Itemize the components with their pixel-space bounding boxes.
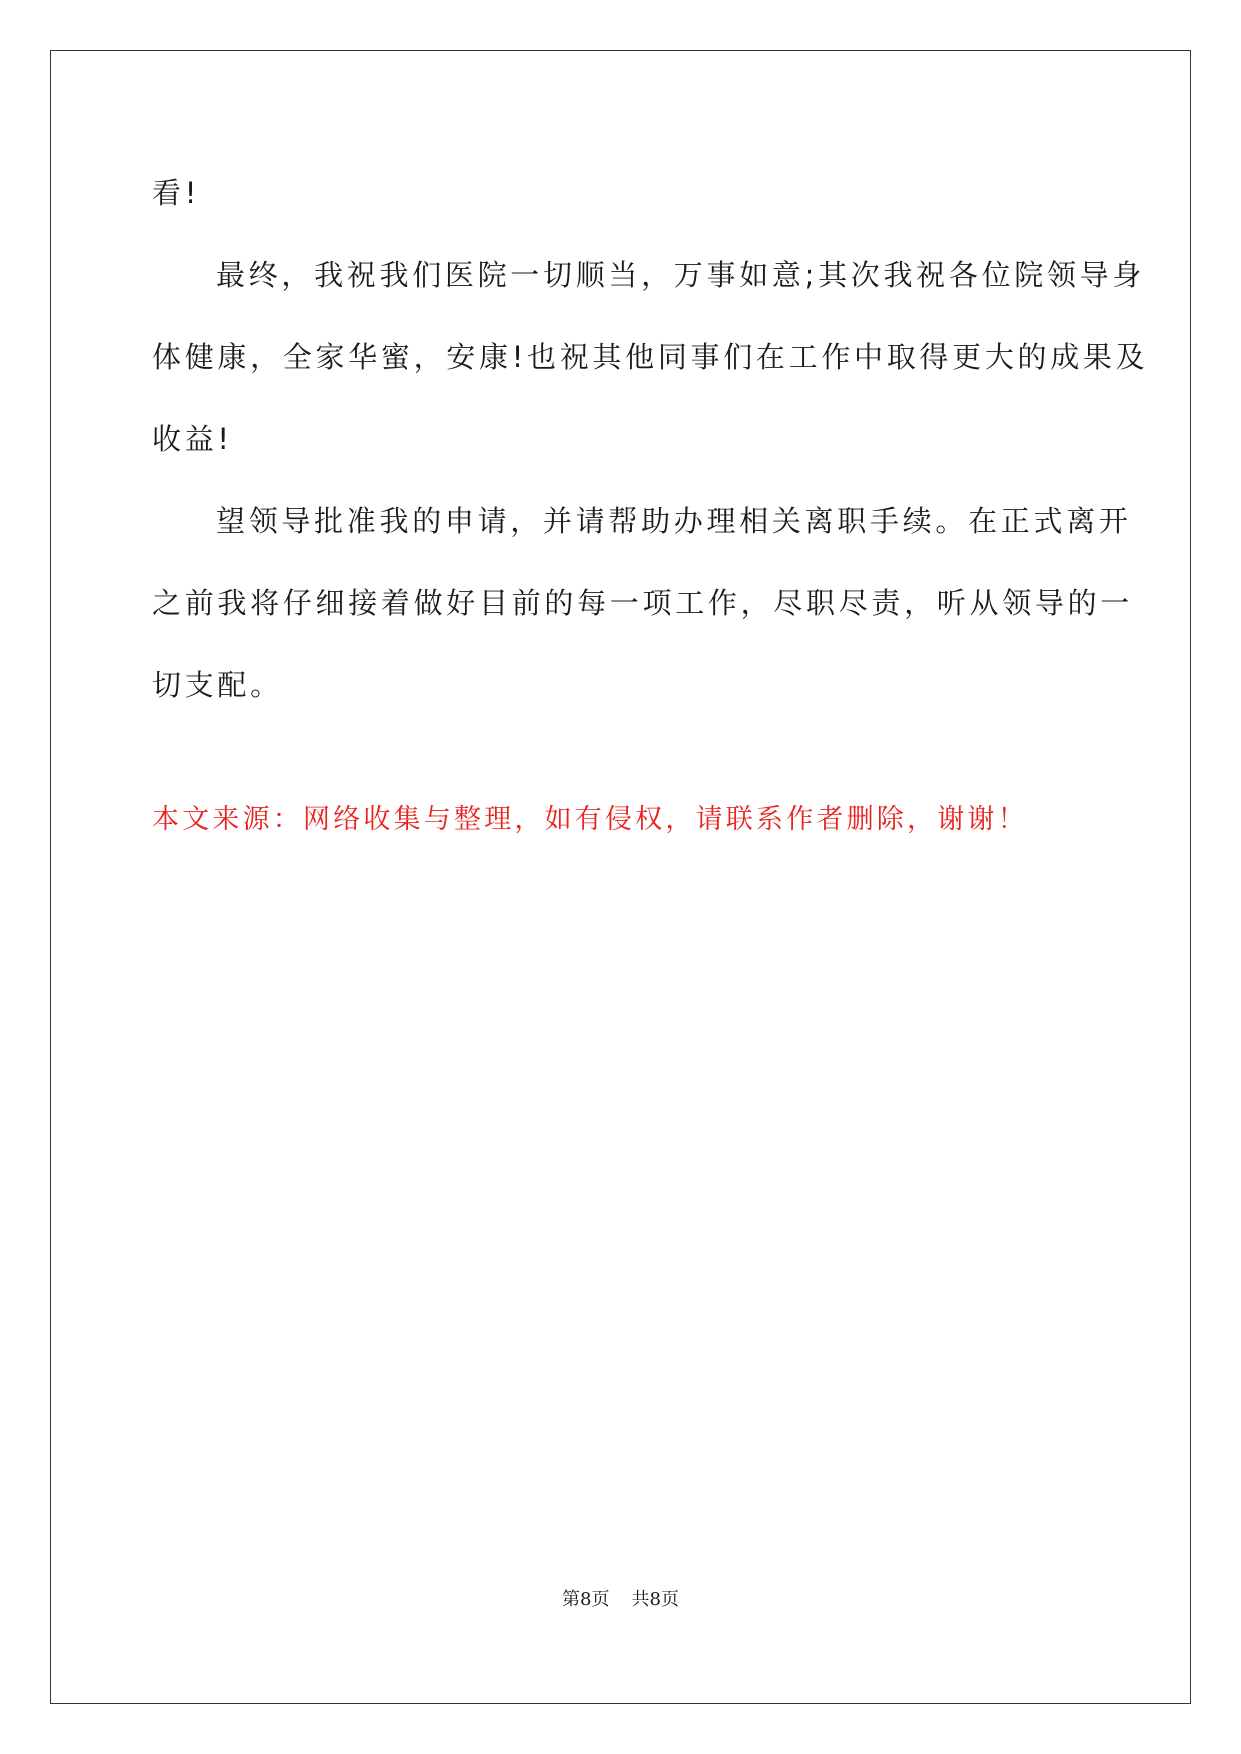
text-line: 切支配。 bbox=[152, 668, 283, 702]
text-line: 看! bbox=[152, 176, 201, 210]
text-line: 体健康，全家华蜜，安康!也祝其他同事们在工作中取得更大的成果及 bbox=[152, 340, 1149, 374]
page-number-current: 第8页 bbox=[562, 1589, 610, 1610]
paragraph-wishes bbox=[152, 234, 1149, 480]
source-note: 本文来源：网络收集与整理，如有侵权，请联系作者删除，谢谢！ bbox=[152, 804, 1028, 835]
text-line: 最终，我祝我们医院一切顺当，万事如意;其次我祝各位院领导身 bbox=[216, 258, 1146, 292]
text-line: 望领导批准我的申请，并请帮助办理相关离职手续。在正式离开 bbox=[216, 504, 1132, 538]
paragraph-request bbox=[152, 480, 1134, 726]
text-line: 之前我将仔细接着做好目前的每一项工作，尽职尽责，听从领导的一 bbox=[152, 586, 1134, 620]
text-line: 收益! bbox=[152, 422, 233, 456]
page-footer bbox=[0, 1585, 1241, 1611]
paragraph-continuation bbox=[152, 152, 1094, 234]
page-number-total: 共8页 bbox=[631, 1589, 679, 1610]
